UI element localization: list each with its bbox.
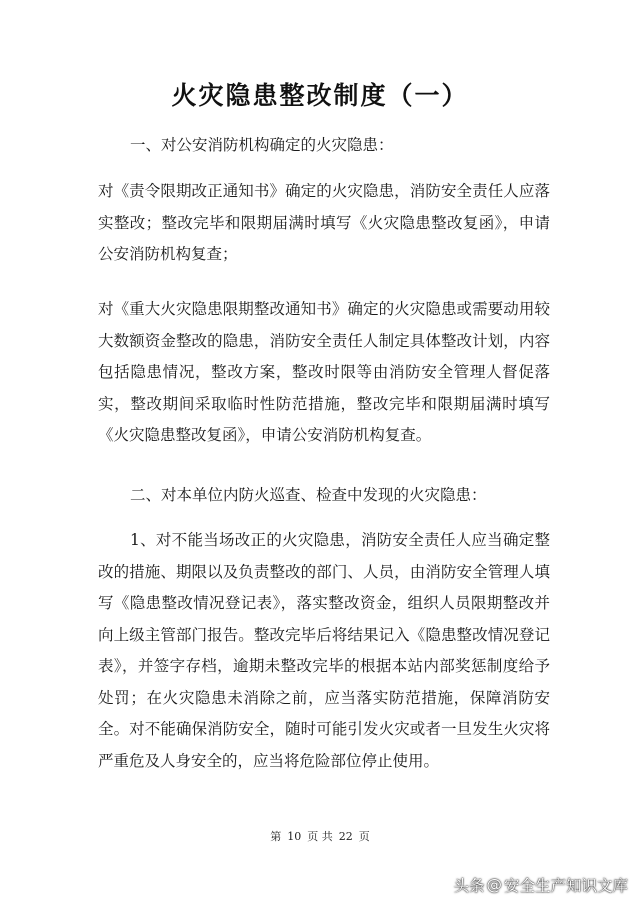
watermark <box>453 874 628 896</box>
footer-prefix: 第 <box>270 830 282 843</box>
document-title: 火灾隐患整改制度（一） <box>171 81 469 110</box>
paragraph-2: 对《重大火灾隐患限期整改通知书》确定的火灾隐患或需要动用较大数额资金整改的隐患，消防安全责任人制定具体整改计划，内容包括隐患情况，整改方案，整改时限等由消防安全管理人督促落实，整改期间采取临时性防范措施，整改完毕和限期届满时填写《火灾隐患整改复函》，申请公安消防机构复查。 <box>98 300 550 444</box>
footer-middle: 页 共 <box>307 830 333 843</box>
footer-current-page: 10 <box>287 830 302 843</box>
page-footer <box>0 828 640 844</box>
watermark-at: @ <box>486 876 502 894</box>
watermark-source: 头条 <box>453 877 485 895</box>
footer-suffix: 页 <box>358 830 370 843</box>
paragraph-3: 1、对不能当场改正的火灾隐患，消防安全责任人应当确定整改的措施、期限以及负责整改的部门、人员，由消防安全管理人填写《隐患整改情况登记表》，落实整改资金，组织人员限期整改并向上级主管部门报告。整改完毕后将结果记入《隐患整改情况登记表》，并签字存档，逾期未整改完毕的根据本站内部奖惩制度给予处罚；在火灾隐患未消除之前，应当落实防范措施，保障消防安全。对不能确保消防安全，随时可能引发火灾或者一旦发生火灾将严重危及人身安全的，应当将危险部位停止使用。 <box>98 531 550 770</box>
paragraph-1: 对《责令限期改正通知书》确定的火灾隐患，消防安全责任人应落实整改；整改完毕和限期届满时填写《火灾隐患整改复函》，申请公安消防机构复查； <box>98 182 550 263</box>
section-heading-2: 二、对本单位内防火巡查、检查中发现的火灾隐患： <box>130 486 487 504</box>
footer-total-pages: 22 <box>338 830 353 843</box>
section-heading-1: 一、对公安消防机构确定的火灾隐患： <box>130 136 394 154</box>
watermark-account: 安全生产知识文库 <box>503 877 628 895</box>
